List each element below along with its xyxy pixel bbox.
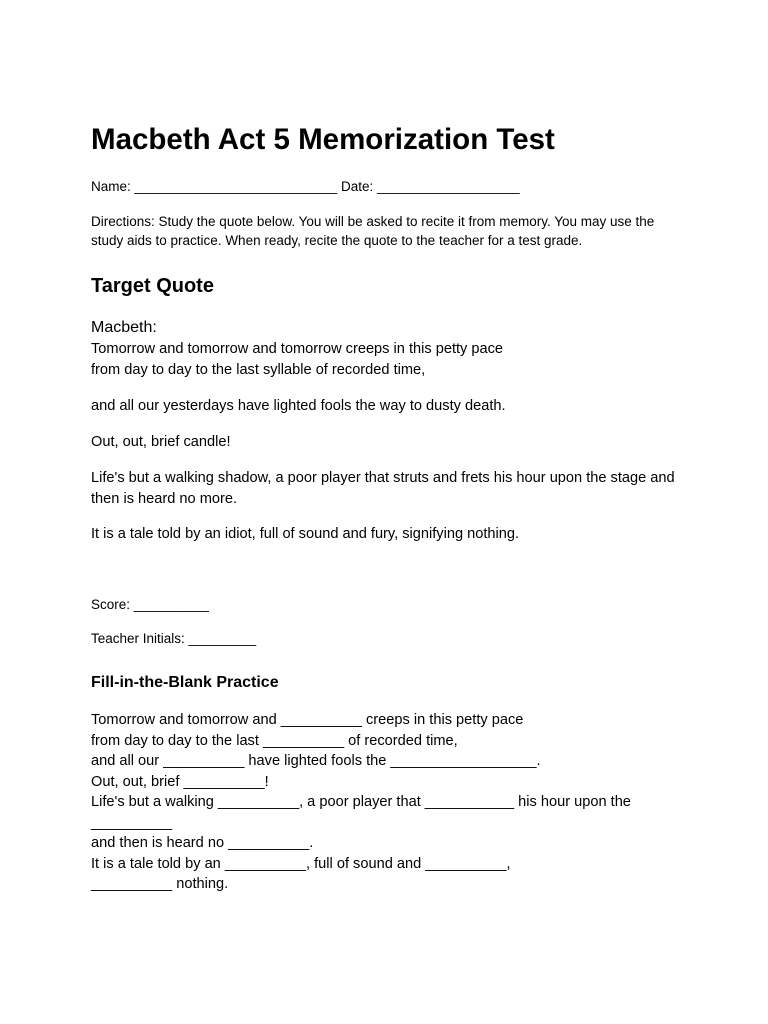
page-title: Macbeth Act 5 Memorization Test bbox=[91, 123, 555, 156]
practice-line: __________ nothing. bbox=[91, 876, 229, 892]
speaker-label: Macbeth: bbox=[91, 319, 157, 336]
quote-paragraph-4: Life's but a walking shadow, a poor player that struts and frets his hour upon the stage and then is heard no more. bbox=[91, 470, 675, 507]
quote-paragraph-5: It is a tale told by an idiot, full of sound and fury, signifying nothing. bbox=[91, 526, 520, 542]
name-date-line: Name: ___________________________ Date: ___________________ bbox=[91, 179, 520, 194]
target-quote-heading: Target Quote bbox=[91, 275, 214, 297]
practice-line: from day to day to the last __________ of recorded time, bbox=[91, 732, 458, 749]
practice-line: and then is heard no __________. bbox=[91, 835, 314, 851]
score-line: Score: __________ bbox=[91, 597, 209, 612]
practice-heading: Fill-in-the-Blank Practice bbox=[91, 674, 279, 691]
quote-paragraph-1 bbox=[91, 339, 682, 380]
practice-line: Tomorrow and tomorrow and __________ creeps in this petty pace bbox=[91, 712, 524, 728]
practice-line: Out, out, brief __________! bbox=[91, 773, 269, 790]
quote-paragraph-3: Out, out, brief candle! bbox=[91, 434, 231, 450]
quote-line: from day to day to the last syllable of recorded time, bbox=[91, 361, 426, 378]
directions-text: Directions: Study the quote below. You will be asked to recite it from memory. You may use the study aids to practice. When ready, recite the quote to the teacher for a test grade. bbox=[91, 214, 655, 248]
teacher-initials-line: Teacher Initials: _________ bbox=[91, 631, 257, 646]
practice-line: __________ bbox=[91, 814, 173, 831]
quote-line: Tomorrow and tomorrow and tomorrow creeps in this petty pace bbox=[91, 341, 504, 357]
practice-block bbox=[91, 710, 682, 895]
quote-paragraph-2: and all our yesterdays have lighted fools the way to dusty death. bbox=[91, 398, 506, 414]
practice-line: and all our __________ have lighted fools the __________________. bbox=[91, 753, 541, 769]
practice-line: Life's but a walking __________, a poor player that ___________ his hour upon the bbox=[91, 794, 631, 810]
practice-line: It is a tale told by an __________, full of sound and __________, bbox=[91, 855, 511, 872]
